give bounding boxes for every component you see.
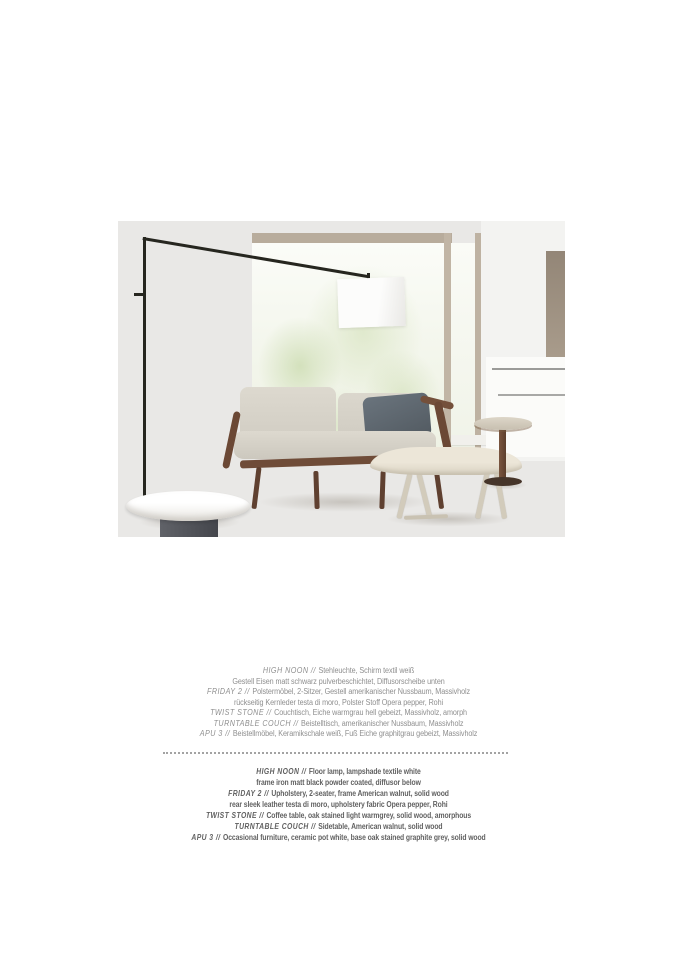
product-name: APU 3 //: [191, 833, 221, 842]
caption-text: Upholstery, 2-seater, frame American walnut, solid wood: [271, 789, 449, 798]
caption-line: [51, 832, 626, 843]
caption-text: Gestell Eisen matt schwarz pulverbeschichtet, Diffusorscheibe unten: [232, 676, 445, 686]
dotted-separator: [163, 752, 508, 754]
caption-block-english: [51, 766, 626, 843]
counter-handle: [492, 368, 565, 370]
product-name: TURNTABLE COUCH //: [213, 718, 299, 728]
caption-text: Stehleuchte, Schirm textil weiß: [318, 666, 415, 675]
caption-line: [34, 708, 643, 719]
window-pane-right: [451, 243, 475, 455]
caption-text: Couchtisch, Eiche warmgrau hell gebeizt, Massivholz, amorph: [274, 708, 467, 717]
side-table-column: [499, 427, 506, 481]
caption-line: [51, 777, 626, 788]
caption-text: Coffee table, oak stained light warmgrey, solid wood, amorphous: [266, 811, 472, 820]
living-room-photo: [118, 221, 565, 537]
caption-text: Beistellmöbel, Keramikschale weiß, Fuß Eiche graphitgrau gebeizt, Massivholz: [232, 729, 478, 738]
caption-text: Sidetable, American walnut, solid wood: [318, 822, 443, 831]
caption-line: [34, 687, 643, 698]
caption-text: Polstermöbel, 2-Sitzer, Gestell amerikanischer Nussbaum, Massivholz: [252, 687, 471, 696]
occasional-table-top: [126, 491, 250, 521]
product-name: TWIST STONE //: [210, 708, 272, 717]
caption-line: [51, 810, 626, 821]
caption-text: rückseitig Kernleder testa di moro, Polster Stoff Opera pepper, Rohi: [233, 697, 444, 707]
counter-handle: [498, 394, 565, 396]
lampshade: [337, 277, 406, 328]
caption-text: frame iron matt black powder coated, diffusor below: [256, 778, 421, 787]
product-name: FRIDAY 2 //: [206, 687, 250, 696]
floor-lamp-peg: [134, 293, 144, 296]
product-name: TURNTABLE COUCH //: [234, 822, 316, 831]
side-table-top: [474, 417, 532, 430]
caption-line: [34, 666, 643, 677]
sofa-back-cushion-left: [240, 387, 336, 437]
caption-text: Beistelltisch, amerikanischer Nussbaum, Massivholz: [301, 718, 464, 728]
caption-line: [51, 821, 626, 832]
caption-line: [34, 698, 643, 709]
coffee-table-shadow: [366, 509, 531, 529]
caption-line: [34, 677, 643, 688]
side-table-base: [484, 477, 522, 486]
caption-text: Occasional furniture, ceramic pot white, base oak stained graphite grey, solid wood: [223, 833, 486, 842]
caption-line: [51, 799, 626, 810]
product-name: TWIST STONE //: [205, 811, 264, 820]
product-name: HIGH NOON //: [256, 767, 307, 776]
kitchen-counter: [486, 357, 565, 457]
product-name: FRIDAY 2 //: [228, 789, 269, 798]
caption-text: rear sleek leather testa di moro, upholstery fabric Opera pepper, Rohi: [229, 800, 448, 809]
caption-line: [34, 719, 643, 730]
caption-line: [34, 729, 643, 740]
caption-block-german: [34, 666, 643, 740]
caption-line: [51, 788, 626, 799]
product-name: APU 3 //: [199, 729, 231, 738]
caption-text: Floor lamp, lampshade textile white: [308, 767, 421, 776]
product-name: HIGH NOON //: [262, 666, 316, 675]
floor-lamp-pole: [143, 237, 146, 499]
caption-line: [51, 766, 626, 777]
